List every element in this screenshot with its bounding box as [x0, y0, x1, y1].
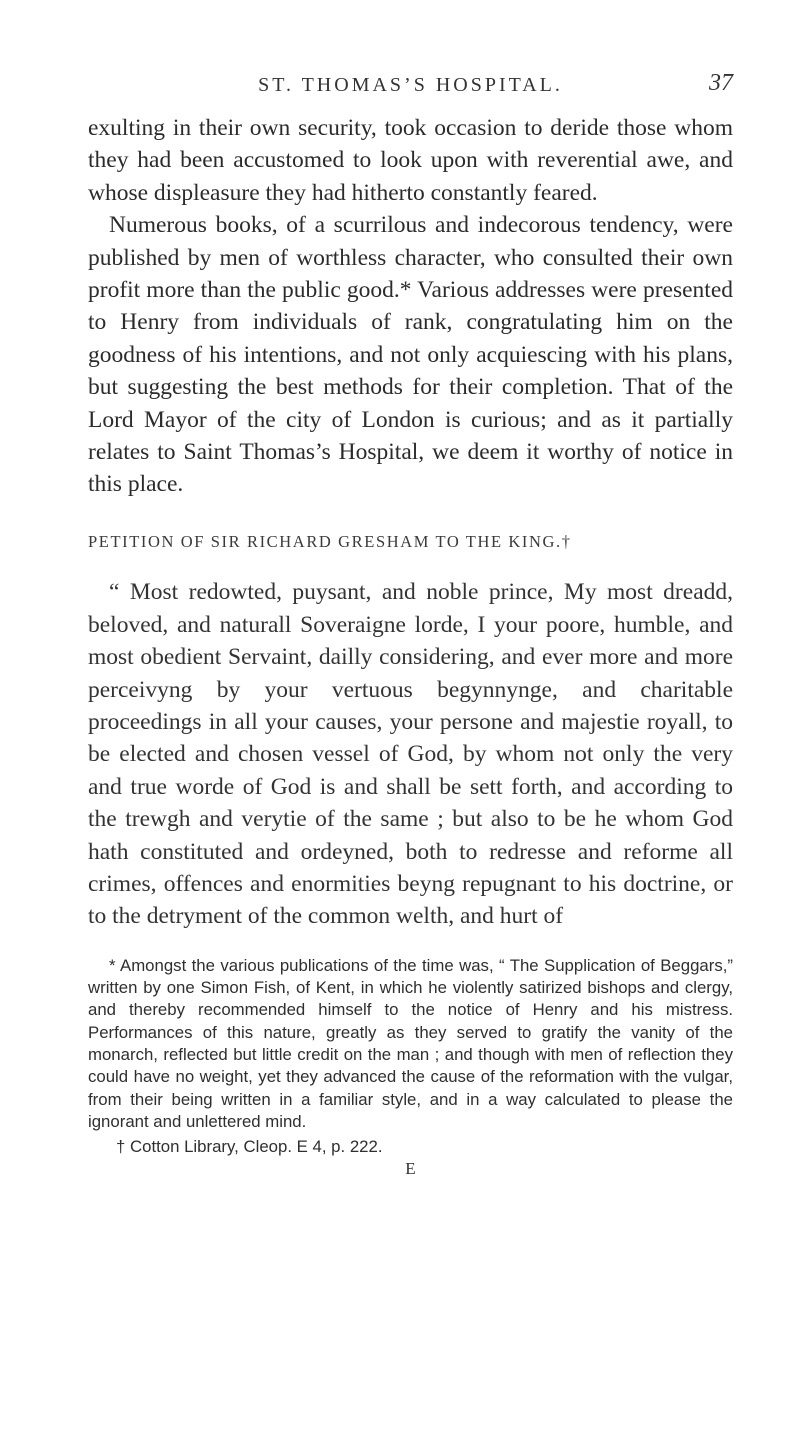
main-text: [88, 112, 733, 933]
section-heading: PETITION OF SIR RICHARD GRESHAM TO THE KING.†: [88, 531, 572, 551]
footnote-asterisk: * Amongst the various publications of the time was, “ The Supplication of Beggars,” written by one Simon Fish, of Kent, in which he violently satirized bishops and clergy, and thereby recommended himself to the notice of Henry and his mistress. Performances of this nature, greatly as they served to gratify the vanity of the monarch, reflected but little credit on the man ; and though with men of reflection they could have no weight, yet they advanced the cause of the reformation with the vulgar, from their being written in a familiar style, and in a way calculated to please the ignorant and unlettered mind.: [88, 955, 733, 1131]
footnote-dagger: † Cotton Library, Cleop. E 4, p. 222.: [116, 1137, 383, 1157]
paragraph-numerous-books: Numerous books, of a scurrilous and indecorous tendency, were published by men of worthless character, who consulted their own profit more than the public good.* Various addresses were presented to Henry from individuals of rank, congratulating him on the goodness of his intentions, and not only acquiescing with his plans, but suggesting the best methods for their completion. That of the Lord Mayor of the city of London is curious; and as it partially relates to Saint Thomas’s Hospital, we deem it worthy of notice in this place.: [88, 212, 733, 498]
running-head: [88, 62, 733, 96]
signature-mark: E: [405, 1159, 416, 1179]
footnotes: [88, 955, 733, 1181]
paragraph-continued: exulting in their own security, took occasion to deride those whom they had been accustomed to look upon with reverential awe, and whose displeasure they had hitherto constantly feared.: [88, 115, 733, 206]
petition-quotation: “ Most redowted, puysant, and noble prince, My most dreadd, beloved, and naturall Soveraigne lorde, I your poore, humble, and most obedient Servaint, dailly considering, and ever more and more perceivyng by your vertuous begynnynge, and charitable proceedings in all your causes, your persone and majestie royall, to be elected and chosen vessel of God, by whom not only the very and true worde of God is and shall be sett forth, and according to the trewgh and verytie of the same ; but also to be he whom God hath constituted and ordeyned, both to redresse and reforme all crimes, offences and enormities beyng repugnant to his doctrine, or to the detryment of the common welth, and hurt of: [88, 579, 733, 930]
running-title: ST. THOMAS’S HOSPITAL.: [258, 74, 563, 96]
book-page: [88, 62, 733, 1181]
page-number: 37: [709, 70, 733, 96]
